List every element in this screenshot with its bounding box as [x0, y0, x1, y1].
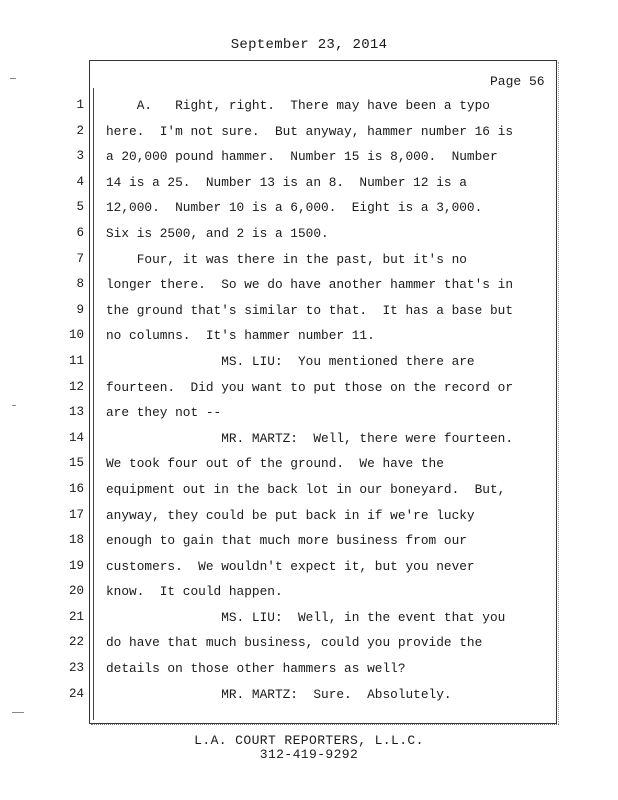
transcript-line — [0, 400, 618, 426]
line-number: 5 — [76, 200, 84, 215]
transcript-line — [0, 119, 618, 145]
line-text: We took four out of the ground. We have the — [106, 456, 444, 472]
line-text: are they not -- — [106, 405, 222, 421]
transcript-line — [0, 528, 618, 554]
line-number: 21 — [68, 609, 84, 624]
transcript-line — [0, 221, 618, 247]
line-text: enough to gain that much more business from our — [106, 533, 467, 549]
line-text: details on those other hammers as well? — [106, 661, 406, 677]
line-text: a 20,000 pound hammer. Number 15 is 8,000. Number — [106, 149, 498, 165]
line-text: here. I'm not sure. But anyway, hammer number 16 is — [106, 123, 514, 139]
line-number: 10 — [68, 328, 84, 343]
transcript-line — [0, 656, 618, 682]
transcript-line — [0, 682, 618, 708]
line-text: anyway, they could be put back in if we're lucky — [106, 507, 475, 523]
line-number: 20 — [68, 584, 84, 599]
line-number: 17 — [68, 507, 84, 522]
line-number: 23 — [68, 661, 84, 676]
line-number: 1 — [76, 98, 84, 112]
scan-mark — [12, 712, 24, 713]
line-number: 12 — [68, 379, 84, 394]
line-number: 19 — [68, 558, 84, 573]
line-number: 15 — [68, 456, 84, 471]
scan-mark — [10, 78, 16, 79]
line-text: MR. MARTZ: Sure. Absolutely. — [106, 686, 452, 702]
line-text: MS. LIU: Well, in the event that you — [106, 609, 506, 625]
transcript-line — [0, 144, 618, 170]
line-number: 22 — [68, 635, 84, 650]
line-number: 7 — [76, 251, 84, 266]
reporter-company: L.A. COURT REPORTERS, L.L.C. — [194, 733, 424, 748]
line-text: longer there. So we do have another hammer that's in — [106, 277, 514, 293]
line-text: A. Right, right. There may have been a typo — [106, 98, 490, 113]
line-text: 14 is a 25. Number 13 is an 8. Number 12 is a — [106, 174, 467, 190]
transcript-line — [0, 323, 618, 349]
line-text: do have that much business, could you provide the — [106, 635, 483, 651]
transcript-line — [0, 503, 618, 529]
transcript-line — [0, 579, 618, 605]
line-text: MS. LIU: You mentioned there are — [106, 353, 475, 369]
transcript-line — [0, 426, 618, 452]
reporter-phone: 312-419-9292 — [259, 747, 359, 762]
transcript-line — [0, 298, 618, 324]
transcript-line — [0, 170, 618, 196]
line-number: 8 — [76, 277, 84, 292]
frame-bottom-shadow — [91, 722, 559, 725]
line-number: 18 — [68, 533, 84, 548]
line-text: MR. MARTZ: Well, there were fourteen. — [106, 430, 514, 446]
transcript-line — [0, 247, 618, 273]
line-number: 3 — [76, 149, 84, 164]
line-text: the ground that's similar to that. It has a base but — [106, 302, 514, 318]
line-number: 2 — [76, 123, 84, 138]
line-number: 9 — [76, 302, 84, 317]
transcript-line — [0, 554, 618, 580]
line-text: no columns. It's hammer number 11. — [106, 328, 375, 344]
scan-mark — [12, 405, 16, 406]
transcript-line — [0, 195, 618, 221]
line-number: 14 — [68, 430, 84, 445]
line-number: 4 — [76, 174, 84, 189]
line-number: 13 — [68, 405, 84, 420]
line-text: equipment out in the back lot in our boneyard. But, — [106, 481, 506, 497]
page-number-label: Page 56 — [490, 74, 545, 89]
line-number: 24 — [68, 686, 84, 701]
transcript-line — [0, 272, 618, 298]
transcript-line — [0, 605, 618, 631]
line-number: 6 — [76, 225, 84, 240]
line-text: Four, it was there in the past, but it's no — [106, 251, 467, 267]
transcript-line — [0, 349, 618, 375]
transcript-line — [0, 451, 618, 477]
line-text: 12,000. Number 10 is a 6,000. Eight is a 3,000. — [106, 200, 483, 216]
transcript-date: September 23, 2014 — [230, 37, 388, 53]
transcript-line — [0, 630, 618, 656]
line-text: fourteen. Did you want to put those on the record or — [106, 379, 514, 395]
line-number: 16 — [68, 481, 84, 496]
transcript-line — [0, 477, 618, 503]
line-text: Six is 2500, and 2 is a 1500. — [106, 225, 329, 241]
footer — [0, 734, 618, 762]
line-text: customers. We wouldn't expect it, but you never — [106, 558, 475, 574]
line-text: know. It could happen. — [106, 584, 283, 600]
transcript-line — [0, 375, 618, 401]
line-number: 11 — [68, 353, 84, 368]
transcript-lines — [0, 93, 618, 707]
transcript-line — [0, 93, 618, 119]
